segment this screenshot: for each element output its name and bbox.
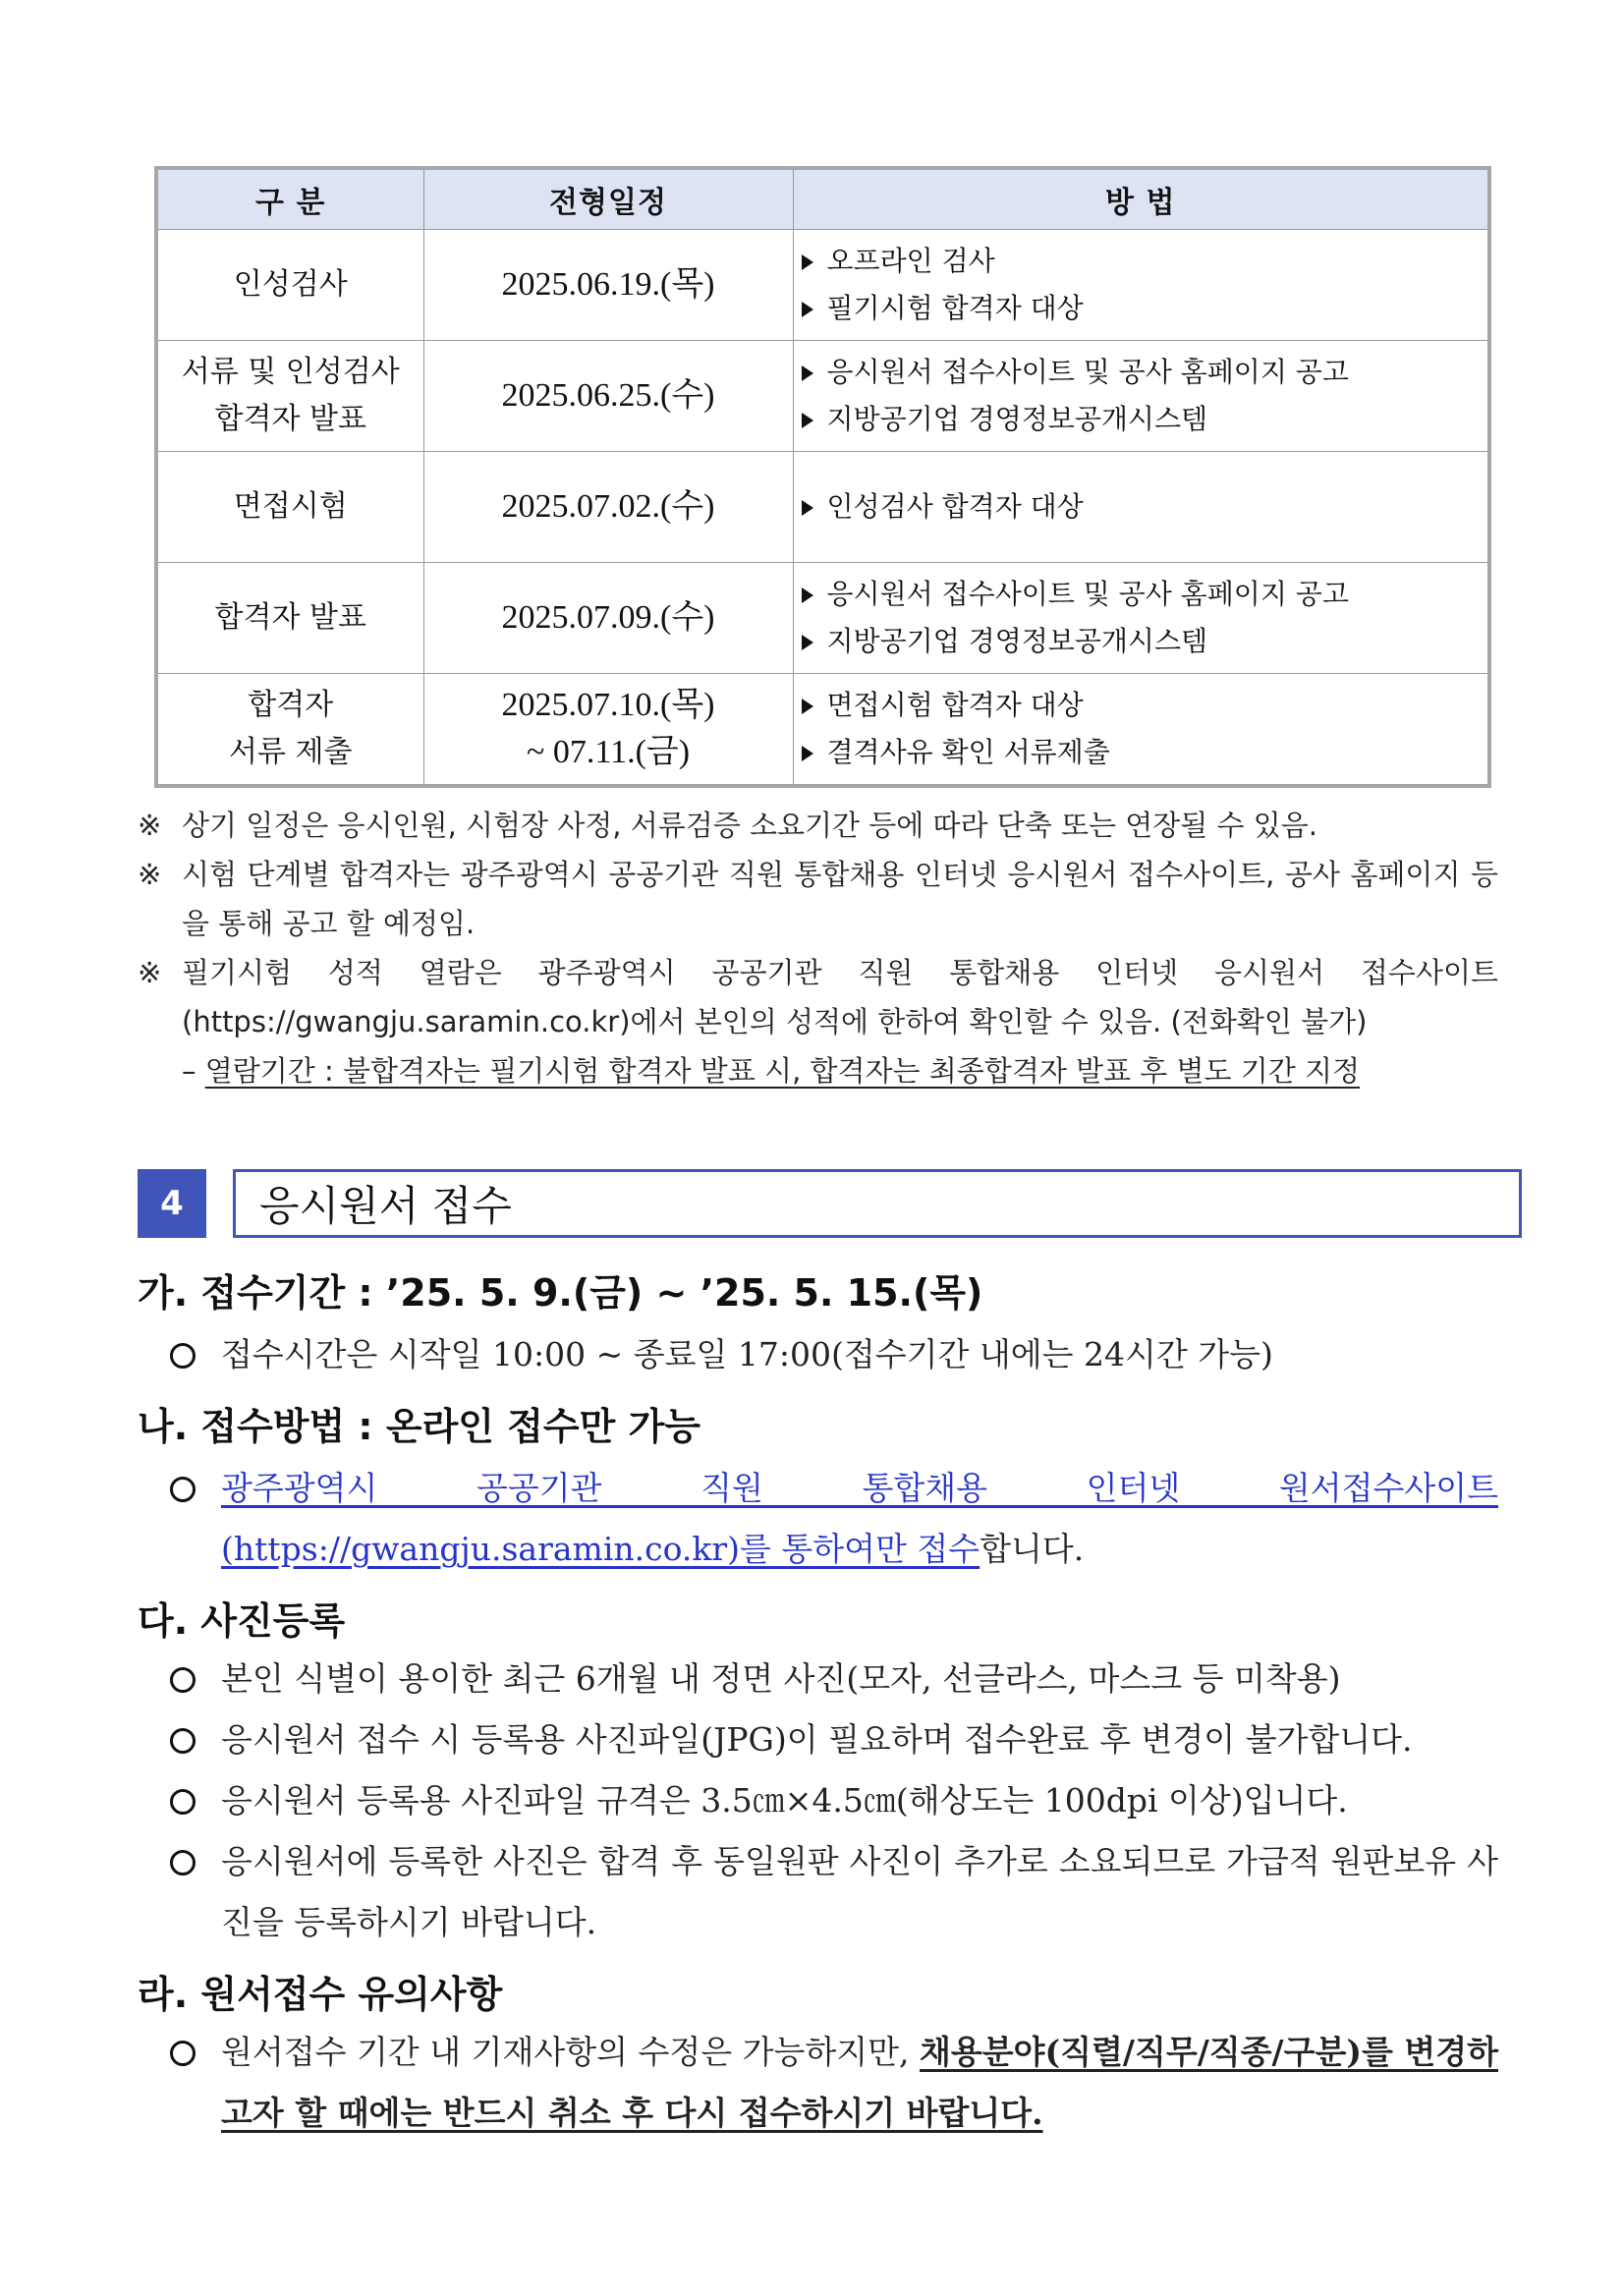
reference-mark-icon: ※: [138, 809, 162, 842]
note-item: ※ 필기시험 성적 열람은 광주광역시 공공기관 직원 통합채용 인터넷 응시원서 접수사이트 (https://gwangju.saramin.co.kr)에서 본인의 성적에 한하여 확인할 수 있음. (전화확인 불가): [138, 948, 1498, 1046]
heading-ra: 라. 원서접수 유의사항: [138, 1973, 503, 2016]
date-cell: 2025.06.19.(목): [423, 230, 793, 341]
arrow-bullet-icon: [802, 302, 813, 317]
table-row: [156, 230, 1489, 341]
list-item: 응시원서 등록용 사진파일 규격은 3.5㎝×4.5㎝(해상도는 100dpi 이상)입니다.: [138, 1770, 1498, 1831]
category-cell: 합격자 발표: [156, 563, 423, 674]
arrow-bullet-icon: [802, 413, 813, 428]
heading-da: 다. 사진등록: [138, 1599, 346, 1643]
method-cell: 응시원서 접수사이트 및 공사 홈페이지 공고 지방공기업 경영정보공개시스템: [793, 563, 1489, 674]
method-cell: 인성검사 합격자 대상: [793, 452, 1489, 563]
arrow-bullet-icon: [802, 588, 813, 603]
section-number: 4: [138, 1169, 206, 1238]
circle-bullet-icon: [170, 2041, 196, 2066]
circle-bullet-icon: [170, 1343, 196, 1369]
reference-mark-icon: ※: [138, 956, 162, 989]
schedule-header-row: [156, 168, 1489, 230]
heading-ga: 가. 접수기간 : ’25. 5. 9.(금) ~ ’25. 5. 15.(목): [138, 1271, 983, 1315]
header-method: 방 법: [793, 168, 1489, 230]
section-header: [138, 1169, 1498, 1238]
table-row: [156, 452, 1489, 563]
reference-mark-icon: ※: [138, 858, 162, 891]
method-cell: 오프라인 검사 필기시험 합격자 대상: [793, 230, 1489, 341]
schedule-notes: [138, 801, 1498, 1095]
circle-bullet-icon: [170, 1728, 196, 1754]
list-item: 원서접수 기간 내 기재사항의 수정은 가능하지만, 채용분야(직렬/직무/직종/구분)를 변경하고자 할 때에는 반드시 취소 후 다시 접수하시기 바랍니다.: [138, 2022, 1498, 2144]
arrow-bullet-icon: [802, 699, 813, 714]
list-item: 광주광역시 공공기관 직원 통합채용 인터넷 원서접수사이트(https://gwangju.saramin.co.kr)를 통하여만 접수합니다.: [138, 1458, 1498, 1580]
table-row: [156, 563, 1489, 674]
list-item: 응시원서 접수 시 등록용 사진파일(JPG)이 필요하며 접수완료 후 변경이 불가합니다.: [138, 1709, 1498, 1770]
arrow-bullet-icon: [802, 500, 813, 516]
note-item: ※ 상기 일정은 응시인원, 시험장 사정, 서류검증 소요기간 등에 따라 단축 또는 연장될 수 있음.: [138, 801, 1498, 850]
arrow-bullet-icon: [802, 365, 813, 381]
list-item: 접수시간은 시작일 10:00 ~ 종료일 17:00(접수기간 내에는 24시간 가능): [138, 1324, 1498, 1385]
method-cell: 응시원서 접수사이트 및 공사 홈페이지 공고 지방공기업 경영정보공개시스템: [793, 341, 1489, 452]
category-cell: 합격자 서류 제출: [156, 674, 423, 787]
circle-bullet-icon: [170, 1477, 196, 1502]
circle-bullet-icon: [170, 1789, 196, 1815]
date-cell: 2025.07.02.(수): [423, 452, 793, 563]
table-row: [156, 341, 1489, 452]
method-cell: 면접시험 합격자 대상 결격사유 확인 서류제출: [793, 674, 1489, 787]
table-row: [156, 674, 1489, 787]
section-title: 응시원서 접수: [233, 1169, 1522, 1238]
arrow-bullet-icon: [802, 254, 813, 270]
header-date: 전형일정: [423, 168, 793, 230]
schedule-table: [154, 166, 1491, 788]
date-cell: 2025.07.10.(목) ~ 07.11.(금): [423, 674, 793, 787]
application-site-link[interactable]: 광주광역시 공공기관 직원 통합채용 인터넷 원서접수사이트(https://gwangju.saramin.co.kr)를 통하여만 접수: [221, 1469, 1498, 1568]
application-content: [138, 1258, 1498, 2144]
list-item: 응시원서에 등록한 사진은 합격 후 동일원판 사진이 추가로 소요되므로 가급적 원판보유 사진을 등록하시기 바랍니다.: [138, 1831, 1498, 1953]
heading-na: 나. 접수방법 : 온라인 접수만 가능: [138, 1405, 700, 1448]
circle-bullet-icon: [170, 1850, 196, 1876]
category-cell: 면접시험: [156, 452, 423, 563]
arrow-bullet-icon: [802, 746, 813, 761]
category-cell: 인성검사: [156, 230, 423, 341]
arrow-bullet-icon: [802, 635, 813, 650]
date-cell: 2025.06.25.(수): [423, 341, 793, 452]
note-sub-item: – 열람기간 : 불합격자는 필기시험 합격자 발표 시, 합격자는 최종합격자 발표 후 별도 기간 지정: [182, 1054, 1361, 1088]
note-item: ※ 시험 단계별 합격자는 광주광역시 공공기관 직원 통합채용 인터넷 응시원서 접수사이트, 공사 홈페이지 등을 통해 공고 할 예정임.: [138, 850, 1498, 948]
header-category: 구 분: [156, 168, 423, 230]
date-cell: 2025.07.09.(수): [423, 563, 793, 674]
category-cell: 서류 및 인성검사 합격자 발표: [156, 341, 423, 452]
circle-bullet-icon: [170, 1667, 196, 1693]
list-item: 본인 식별이 용이한 최근 6개월 내 정면 사진(모자, 선글라스, 마스크 등 미착용): [138, 1649, 1498, 1709]
